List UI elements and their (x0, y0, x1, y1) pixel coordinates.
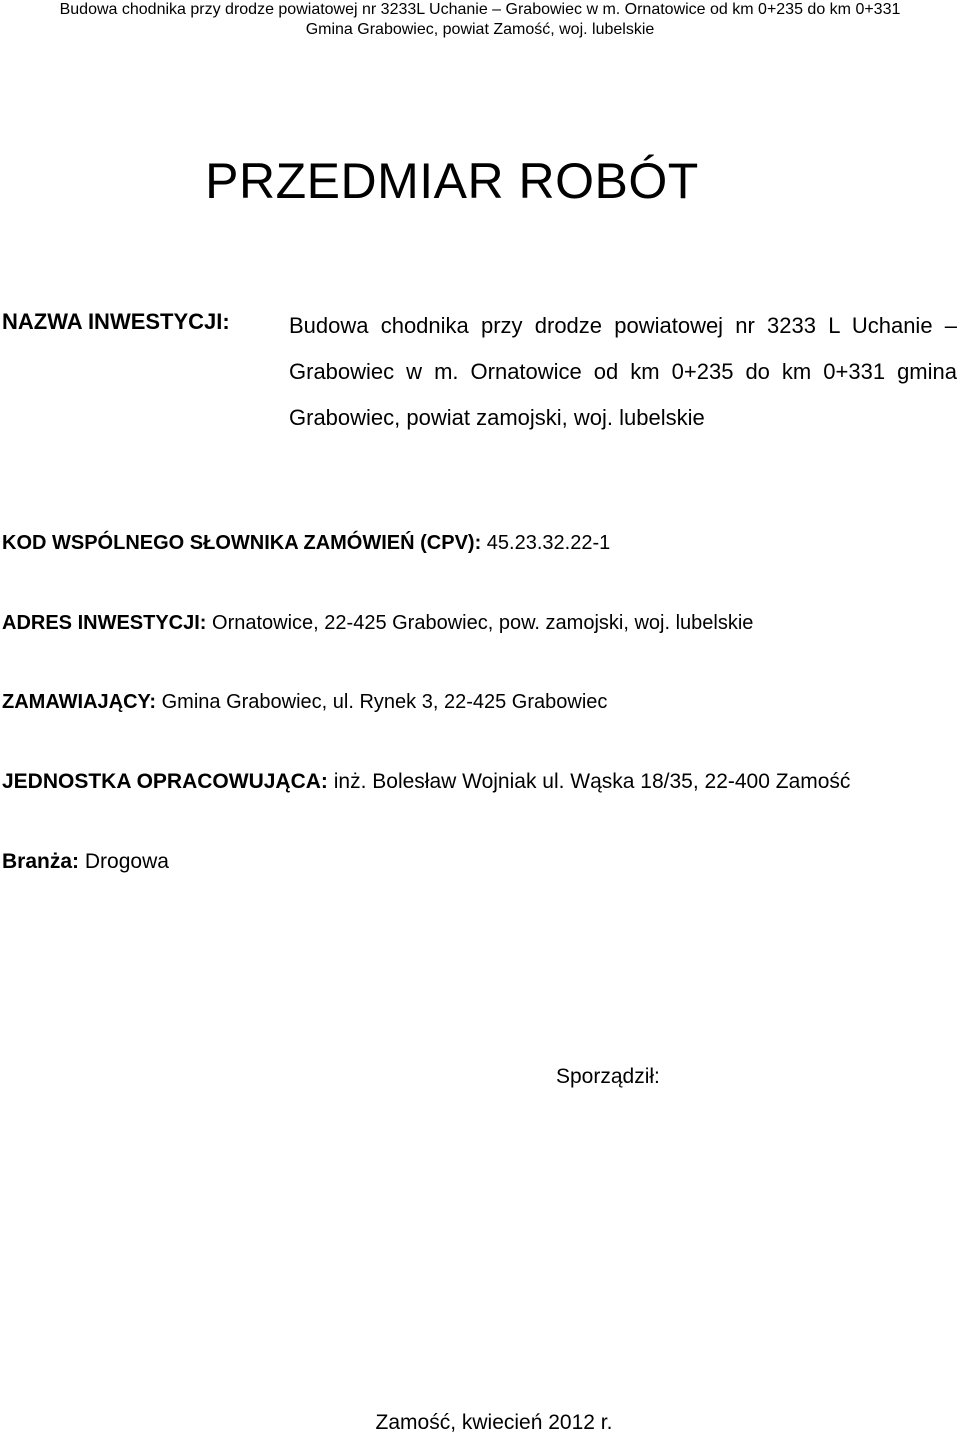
cpv-code-value: 45.23.32.22-1 (486, 532, 611, 554)
client-row (2, 689, 607, 715)
investment-name-value: Budowa chodnika przy drodze powiatowej nr 3233 L Uchanie – Grabowiec w m. Ornatowice od km 0+235 do km 0+331 gmina Grabowiec, powiat zamojski, woj. lubelskie (289, 313, 957, 430)
investment-address-label: ADRES INWESTYCJI: (2, 612, 207, 634)
header-line-2: Gmina Grabowiec, powiat Zamość, woj. lubelskie (305, 21, 655, 38)
document-title: PRZEDMIAR ROBÓT (205, 153, 699, 209)
author-unit-label: JEDNOSTKA OPRACOWUJĄCA: (2, 770, 328, 793)
branch-row (2, 849, 169, 875)
running-header (0, 0, 960, 40)
place-date: Zamość, kwiecień 2012 r. (375, 1411, 613, 1434)
investment-address-value: Ornatowice, 22-425 Grabowiec, pow. zamojski, woj. lubelskie (212, 612, 754, 634)
investment-name-label: NAZWA INWESTYCJI: (2, 309, 230, 334)
branch-label: Branża: (2, 850, 80, 873)
cpv-code-row (2, 530, 610, 556)
prepared-by-label: Sporządził: (556, 1065, 660, 1088)
investment-address-row (2, 610, 753, 636)
client-label: ZAMAWIAJĄCY: (2, 691, 157, 713)
header-line-1: Budowa chodnika przy drodze powiatowej nr 3233L Uchanie – Grabowiec w m. Ornatowice od km 0+235 do km 0+331 (59, 1, 901, 18)
author-unit-row (2, 769, 850, 795)
author-unit-value: inż. Bolesław Wojniak ul. Wąska 18/35, 22-400 Zamość (333, 770, 851, 793)
cpv-code-label: KOD WSPÓLNEGO SŁOWNIKA ZAMÓWIEŃ (CPV): (2, 532, 482, 554)
branch-value: Drogowa (84, 850, 169, 873)
client-value: Gmina Grabowiec, ul. Rynek 3, 22-425 Grabowiec (161, 691, 608, 713)
